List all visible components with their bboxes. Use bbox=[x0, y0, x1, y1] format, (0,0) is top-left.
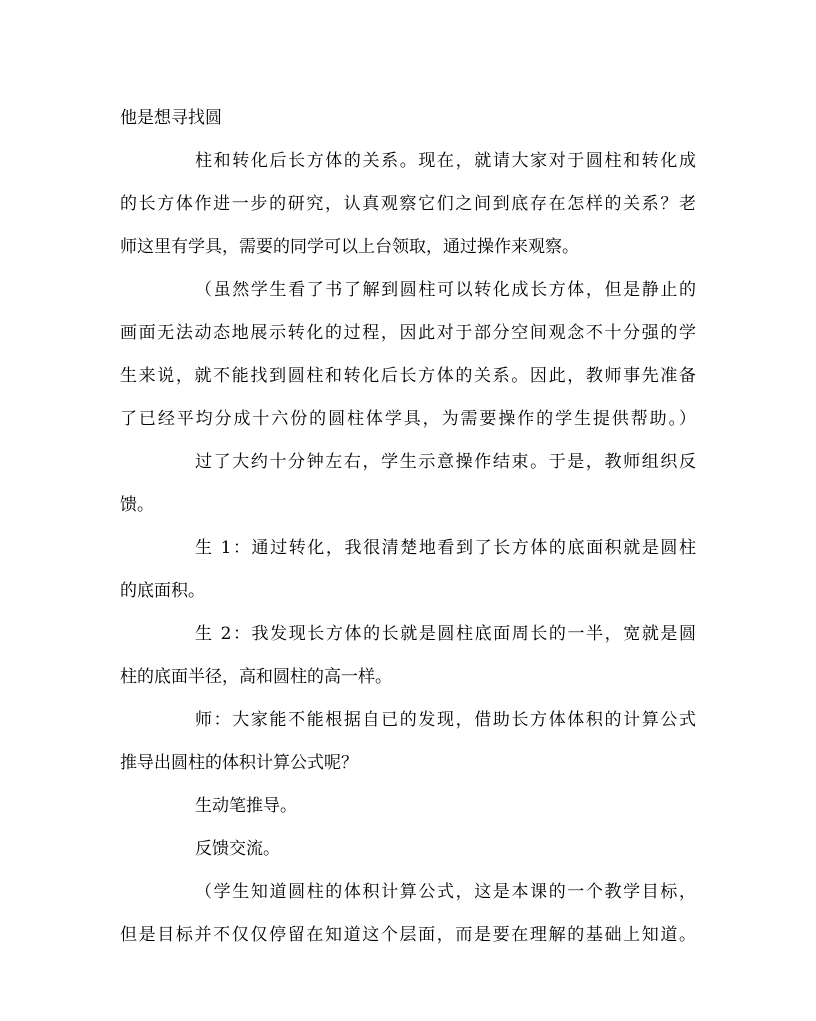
text-line-1: 他是想寻找圆 bbox=[120, 108, 222, 128]
text-line-7: 生来说，就不能找到圆柱和转化后长方体的关系。因此，教师事先准备 bbox=[120, 366, 696, 386]
text-line-19: （学生知道圆柱的体积计算公式，这是本课的一个教学目标， bbox=[195, 882, 696, 902]
text-line-13: 生 2：我发现长方体的长就是圆柱底面周长的一半，宽就是圆 bbox=[195, 624, 696, 644]
text-line-3: 的长方体作进一步的研究，认真观察它们之间到底存在怎样的关系？老 bbox=[120, 194, 696, 214]
text-line-16: 推导出圆柱的体积计算公式呢？ bbox=[120, 753, 358, 773]
text-line-20: 但是目标并不仅仅停留在知道这个层面，而是要在理解的基础上知道。 bbox=[120, 925, 696, 945]
text-line-6: 画面无法动态地展示转化的过程，因此对于部分空间观念不十分强的学 bbox=[120, 323, 696, 343]
text-line-14: 柱的底面半径，高和圆柱的高一样。 bbox=[120, 667, 392, 687]
text-line-4: 师这里有学具，需要的同学可以上台领取，通过操作来观察。 bbox=[120, 237, 579, 257]
text-line-10: 馈。 bbox=[120, 495, 154, 515]
text-line-2: 柱和转化后长方体的关系。现在，就请大家对于圆柱和转化成 bbox=[195, 151, 696, 171]
text-line-5: （虽然学生看了书了解到圆柱可以转化成长方体，但是静止的 bbox=[195, 280, 696, 300]
text-line-17: 生动笔推导。 bbox=[195, 796, 297, 816]
text-line-8: 了已经平均分成十六份的圆柱体学具，为需要操作的学生提供帮助。） bbox=[120, 409, 696, 429]
text-line-11: 生 1：通过转化，我很清楚地看到了长方体的底面积就是圆柱 bbox=[195, 538, 696, 558]
text-line-18: 反馈交流。 bbox=[195, 839, 280, 859]
text-line-15: 师：大家能不能根据自已的发现，借助长方体体积的计算公式 bbox=[195, 710, 696, 730]
text-line-9: 过了大约十分钟左右，学生示意操作结束。于是，教师组织反 bbox=[195, 452, 696, 472]
text-line-12: 的底面积。 bbox=[120, 581, 205, 601]
